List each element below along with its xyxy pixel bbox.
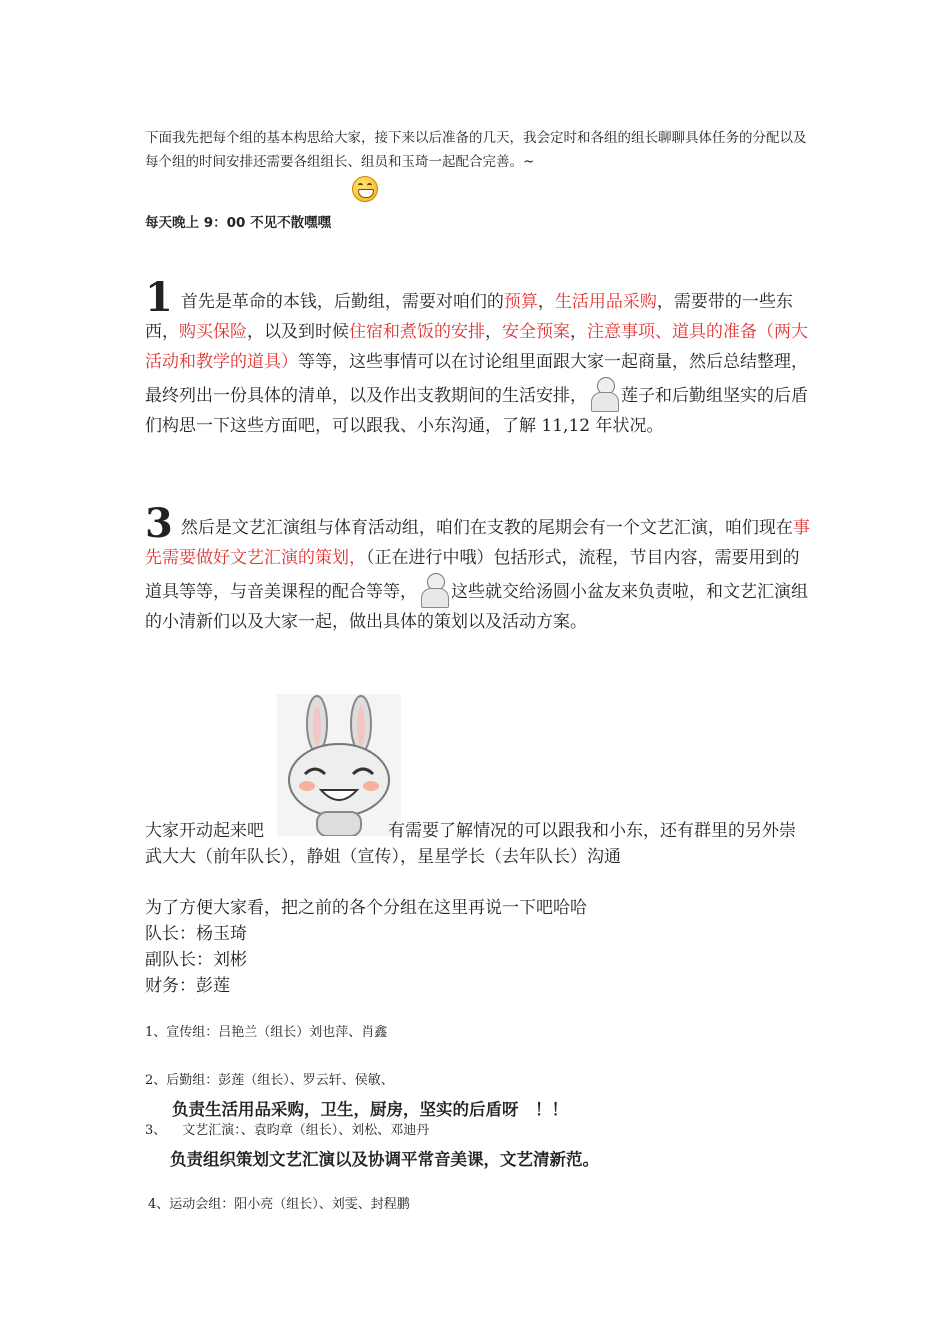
meeting-time-note: 每天晚上 9：00 不见不散嘿嘿	[145, 215, 332, 231]
group-duty: 负责生活用品采购，卫生，厨房，坚实的后盾呀 ！！	[172, 1100, 568, 1119]
group-item: 1、宣传组：吕艳兰（组长）刘也萍、肖鑫	[145, 1025, 388, 1040]
cartoon-face-icon	[419, 573, 449, 607]
highlight-purchasing: 生活用品采购	[554, 292, 657, 312]
section-1-logistics: 1 首先是革命的本钱，后勤组，需要对咱们的预算，生活用品采购，需要带的一些东西，购买保险，以及到时候住宿和煮饭的安排，安全预案，注意事项、道具的准备（两大活动和教学的道具）等等，这些事情可以在讨论组里面跟大家一起商量，然后总结整理，最终列出一份具体的清单，以及作出支教期间的生活安排， 莲子和后勤组坚实的后盾们构思一下这些方面吧，可以跟我、小东沟通，了解 11,12 年状况。	[145, 274, 808, 436]
section-3-performance: 3 然后是文艺汇演组与体育活动组，咱们在支教的尾期会有一个文艺汇演，咱们现在事先需要做好文艺汇演的策划，（正在进行中哦）包括形式，流程，节目内容，需要用到的道具等等，与音美课程的配合等等， 这些就交给汤圆小盆友来负责啦，和文艺汇演组的小清新们以及大家一起，做出具体的策划以及活动方案。	[145, 500, 810, 632]
highlight-lodging: 住宿和煮饭的安排	[349, 322, 485, 342]
section-number: 3	[145, 500, 173, 547]
highlight-props: 注意事项、道具的准备（两大活动和教学的道具）	[145, 322, 808, 372]
rabbit-sticker-icon	[277, 694, 401, 836]
vice-leader-line: 副队长：刘彬	[145, 950, 247, 970]
group-item: 4、运动会组：阳小亮（组长）、刘雯、封程鹏	[148, 1197, 410, 1212]
group-duty: 负责组织策划文艺汇演以及协调平常音美课，文艺清新范。	[170, 1150, 599, 1169]
highlight-insurance: 购买保险	[179, 322, 247, 342]
leader-line: 队长：杨玉琦	[145, 924, 247, 944]
highlight-budget: 预算	[503, 292, 538, 312]
group-item: 2、后勤组：彭莲（组长）、罗云轩、侯敏、	[145, 1073, 394, 1088]
groups-intro: 为了方便大家看，把之前的各个分组在这里再说一下吧哈哈 队长：杨玉琦 副队长：刘彬 财务：彭莲	[145, 895, 810, 999]
cartoon-face-icon	[589, 377, 619, 411]
finance-line: 财务：彭莲	[145, 976, 230, 996]
grin-emoji-icon	[352, 176, 378, 202]
section-number: 1	[145, 274, 173, 321]
intro-paragraph: 下面我先把每个组的基本构思给大家，接下来以后准备的几天，我会定时和各组的组长聊聊具体任务的分配以及每个组的时间安排还需要各组组长、组员和玉琦一起配合完善。~	[145, 130, 807, 170]
group-item: 3、 文艺汇演：、袁昀章（组长）、刘松、邓迪丹	[145, 1123, 430, 1138]
highlight-planning: 事先需要做好文艺汇演的策划，	[145, 518, 810, 568]
closing-paragraph: 大家开动起来吧 有需要了解情况的可以跟我和小东，还有群里的另外崇武大大（前年队长），静姐（宣传），星星学长（去年队长）沟通	[145, 821, 796, 867]
highlight-safety: 安全预案	[502, 322, 570, 342]
